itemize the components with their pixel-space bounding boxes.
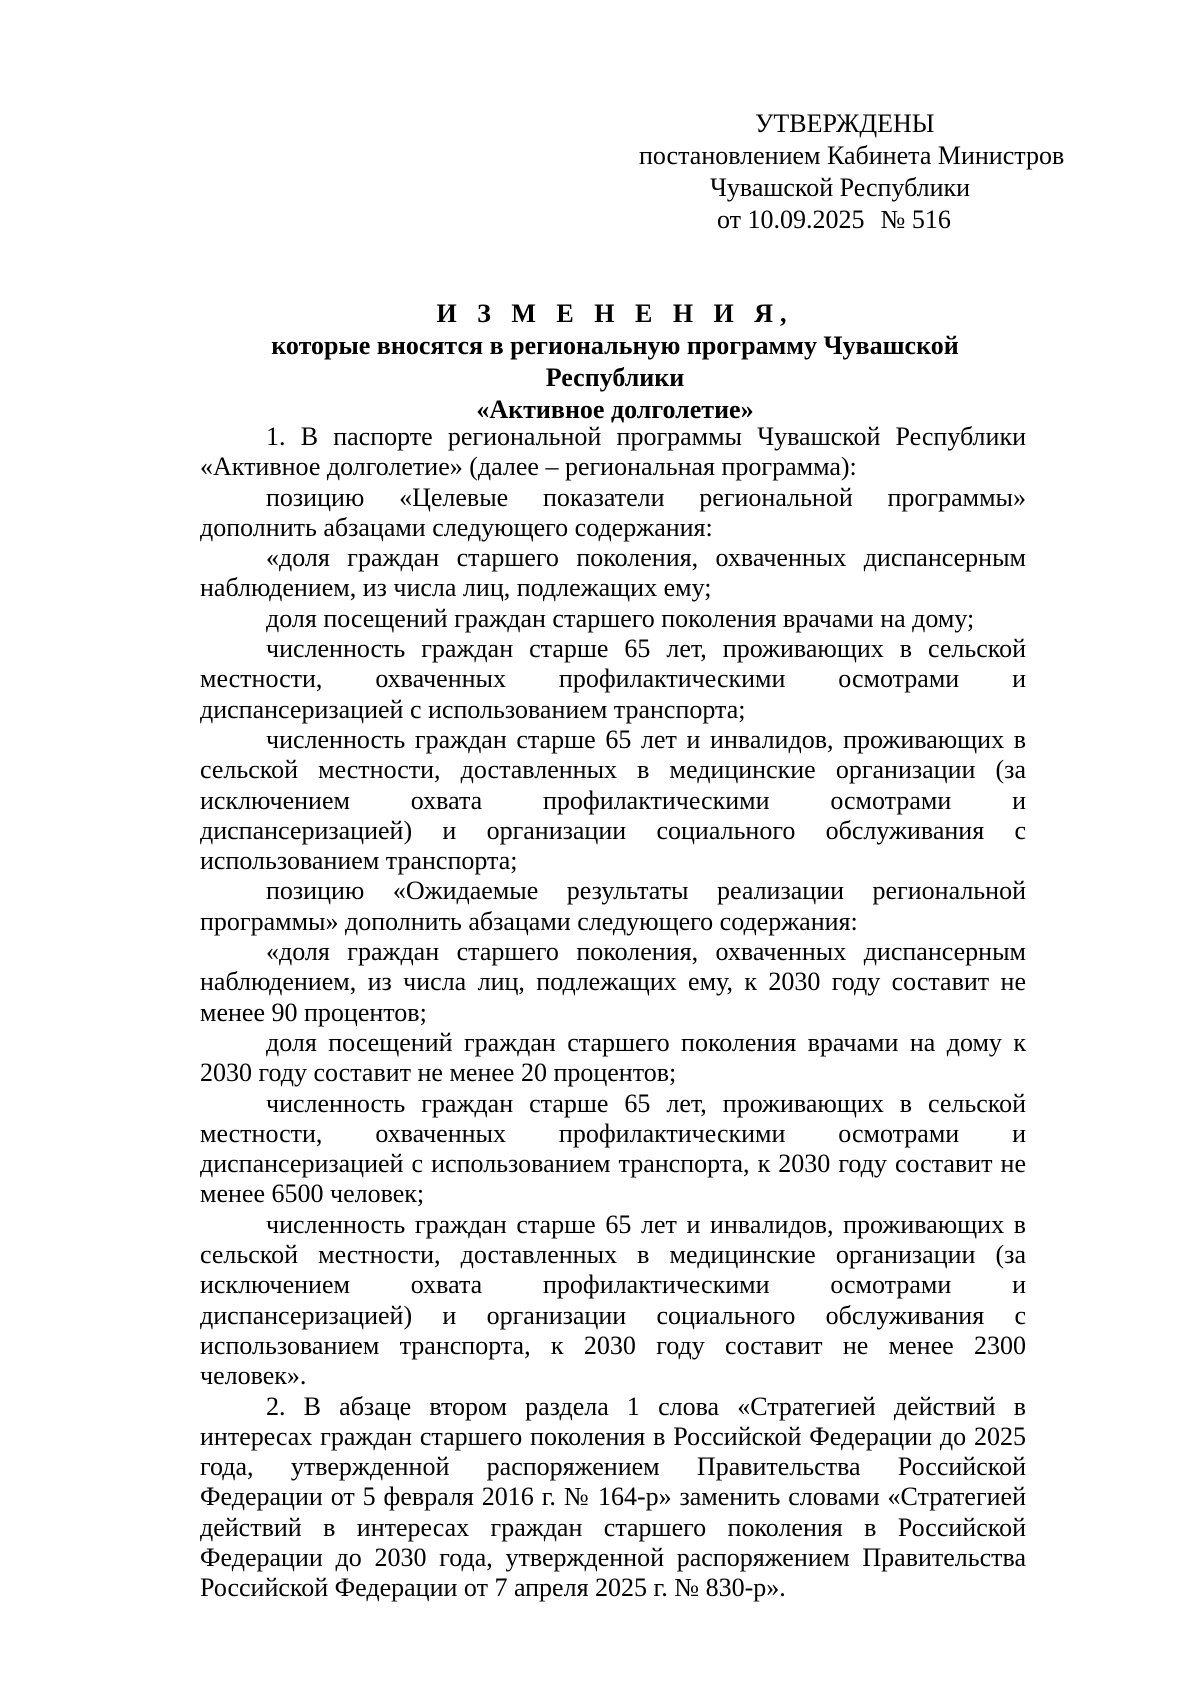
paragraph: численность граждан старше 65 лет и инвалидов, проживающих в сельской местности, доставленных в медицинские организации (за исключением охвата профилактическими осмотрами и диспансеризацией) и организации социального обслуживания с использованием транспорта, к 2030 году составит не менее 2300 человек». <box>200 1209 1026 1391</box>
document-heading <box>200 298 1030 426</box>
paragraph: доля посещений граждан старшего поколения врачами на дому к 2030 году составит не менее 20 процентов; <box>200 1027 1026 1088</box>
paragraph: численность граждан старше 65 лет, проживающих в сельской местности, охваченных профилактическими осмотрами и диспансеризацией с использованием транспорта; <box>200 634 1026 724</box>
approval-republic: Чувашской Республики <box>710 173 971 202</box>
approval-number: № 516 <box>880 205 951 234</box>
paragraph: позицию «Ожидаемые результаты реализации региональной программы» дополнить абзацами следующего содержания: <box>200 876 1026 936</box>
approval-stamp <box>630 108 1110 236</box>
paragraph: «доля граждан старшего поколения, охваченных диспансерным наблюдением, из числа лиц, подлежащих ему; <box>200 543 1026 603</box>
approval-title: УТВЕРЖДЕНЫ <box>755 109 935 138</box>
paragraph: «доля граждан старшего поколения, охваченных диспансерным наблюдением, из числа лиц, подлежащих ему, к 2030 году составит не менее 90 процентов; <box>200 937 1026 1027</box>
paragraph: позицию «Целевые показатели региональной программы» дополнить абзацами следующего содержания: <box>200 482 1026 542</box>
document-subtitle-line-1: которые вносятся в региональную программу Чувашской Республики <box>271 331 959 392</box>
paragraph: численность граждан старше 65 лет, проживающих в сельской местности, охваченных профилактическими осмотрами и диспансеризацией с использованием транспорта, к 2030 году составит не менее 6500 человек; <box>200 1088 1026 1209</box>
approval-date: от 10.09.2025 <box>717 205 865 234</box>
approval-date-number <box>630 204 1110 236</box>
document-body <box>200 422 1026 1604</box>
paragraph: 2. В абзаце втором раздела 1 слова «Стратегией действий в интересах граждан старшего поколения в Российской Федерации до 2025 года, утвержденной распоряжением Правительства Российской Федерации от 5 февраля 2016 г. № 164-р» заменить словами «Стратегией действий в интересах граждан старшего поколения в Российской Федерации до 2030 года, утвержденной распоряжением Правительства Российской Федерации от 7 апреля 2025 г. № 830-р». <box>200 1391 1026 1603</box>
document-subtitle-line-2: «Активное долголетие» <box>476 395 754 424</box>
document-title: И З М Е Н Е Н И Я, <box>436 299 794 328</box>
approval-issuer: постановлением Кабинета Министров <box>639 141 1065 170</box>
paragraph: численность граждан старше 65 лет и инвалидов, проживающих в сельской местности, доставленных в медицинские организации (за исключением охвата профилактическими осмотрами и диспансеризацией) и организации социального обслуживания с использованием транспорта; <box>200 724 1026 876</box>
paragraph: 1. В паспорте региональной программы Чувашской Республики «Активное долголетие» (далее – региональная программа): <box>200 422 1026 482</box>
paragraph: доля посещений граждан старшего поколения врачами на дому; <box>266 603 975 633</box>
